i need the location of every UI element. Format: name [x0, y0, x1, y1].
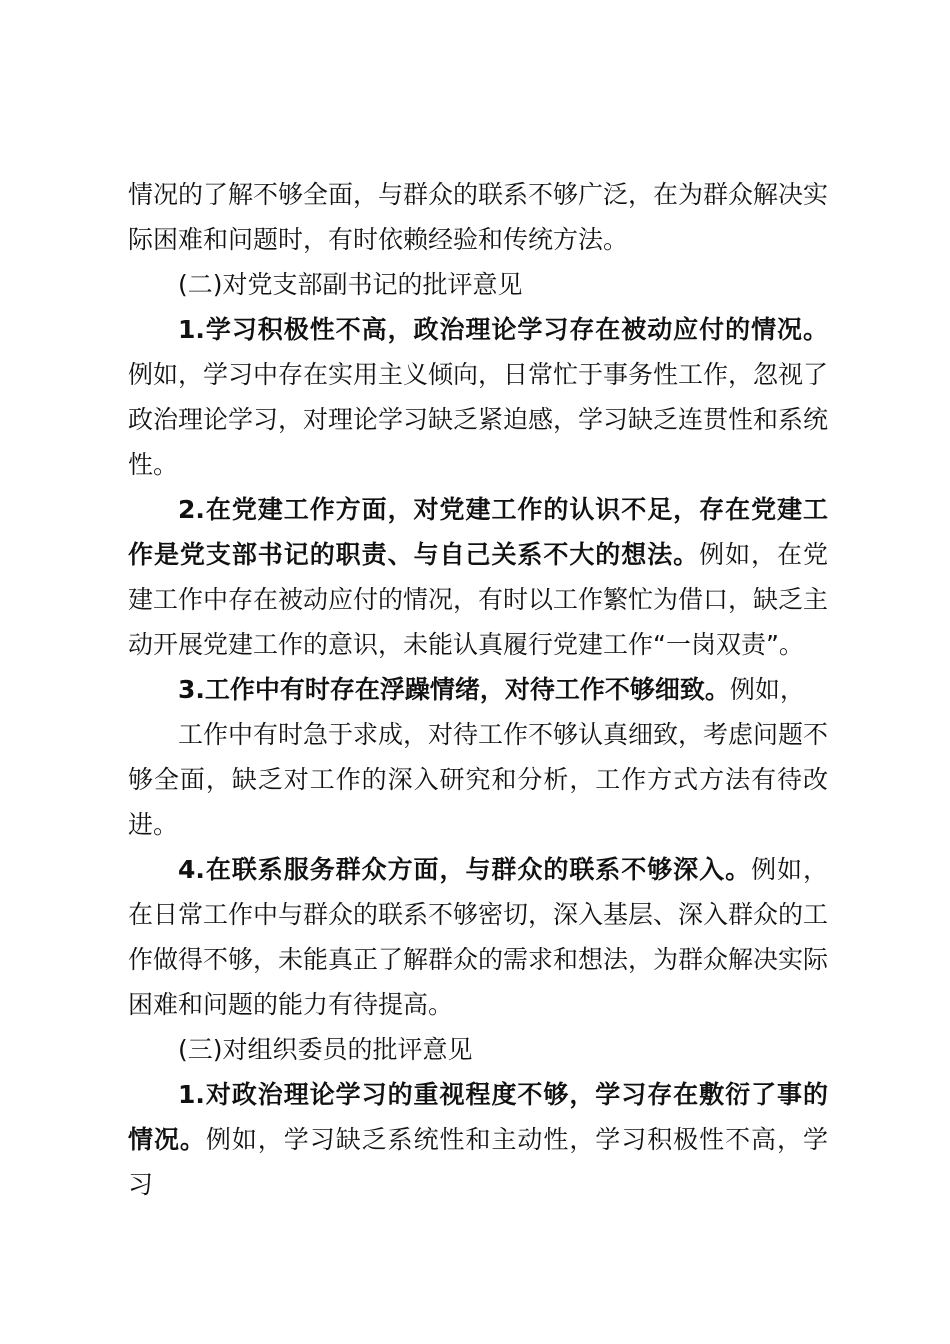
- paragraph-item-2: [128, 487, 828, 667]
- paragraph-item-3-continuation: [128, 712, 828, 847]
- section-heading-organization-member: [128, 1027, 828, 1072]
- heading-text: (三)对组织委员的批评意见: [178, 1035, 473, 1064]
- item-body: 例如，在党建工作中存在被动应付的情况，有时以工作繁忙为借口，缺乏主动开展党建工作的意识，未能认真履行党建工作“一岗双责”。: [128, 540, 829, 659]
- item-lead: 3.工作中有时存在浮躁情绪，对待工作不够细致。: [178, 675, 730, 704]
- paragraph-text: 情况的了解不够全面，与群众的联系不够广泛，在为群众解决实际困难和问题时，有时依赖经验和传统方法。: [128, 180, 829, 254]
- item-body: 例如，: [729, 675, 805, 704]
- section-heading-deputy-secretary: [128, 262, 828, 307]
- paragraph-item-3: [128, 667, 828, 712]
- item-lead: 1.学习积极性不高，政治理论学习存在被动应付的情况。: [178, 315, 828, 344]
- item-body: 例如，学习缺乏系统性和主动性，学习积极性不高，学习: [128, 1125, 828, 1199]
- paragraph-continuation: [128, 172, 828, 262]
- item-body: 例如，在日常工作中与群众的联系不够密切，深入基层、深入群众的工作做得不够，未能真正了解群众的需求和想法，为群众解决实际困难和问题的能力有待提高。: [128, 855, 829, 1019]
- paragraph-item-1: [128, 307, 828, 487]
- document-body: [128, 172, 828, 1207]
- item-lead: 4.在联系服务群众方面，与群众的联系不够深入。: [178, 855, 752, 884]
- item-lead: 2.在党建工作方面，对党建工作的认识不足，存在党建工作是党支部书记的职责、与自己关系不大的想法。: [128, 495, 828, 569]
- item-body: 工作中有时急于求成，对待工作不够认真细致，考虑问题不够全面，缺乏对工作的深入研究和分析，工作方式方法有待改进。: [128, 720, 829, 839]
- item-body: 例如，学习中存在实用主义倾向，日常忙于事务性工作，忽视了政治理论学习，对理论学习缺乏紧迫感，学习缺乏连贯性和系统性。: [128, 360, 829, 479]
- item-lead: 1.对政治理论学习的重视程度不够，学习存在敷衍了事的情况。: [128, 1080, 828, 1154]
- heading-text: (二)对党支部副书记的批评意见: [178, 270, 523, 299]
- paragraph-item-5: [128, 1072, 828, 1207]
- paragraph-item-4: [128, 847, 828, 1027]
